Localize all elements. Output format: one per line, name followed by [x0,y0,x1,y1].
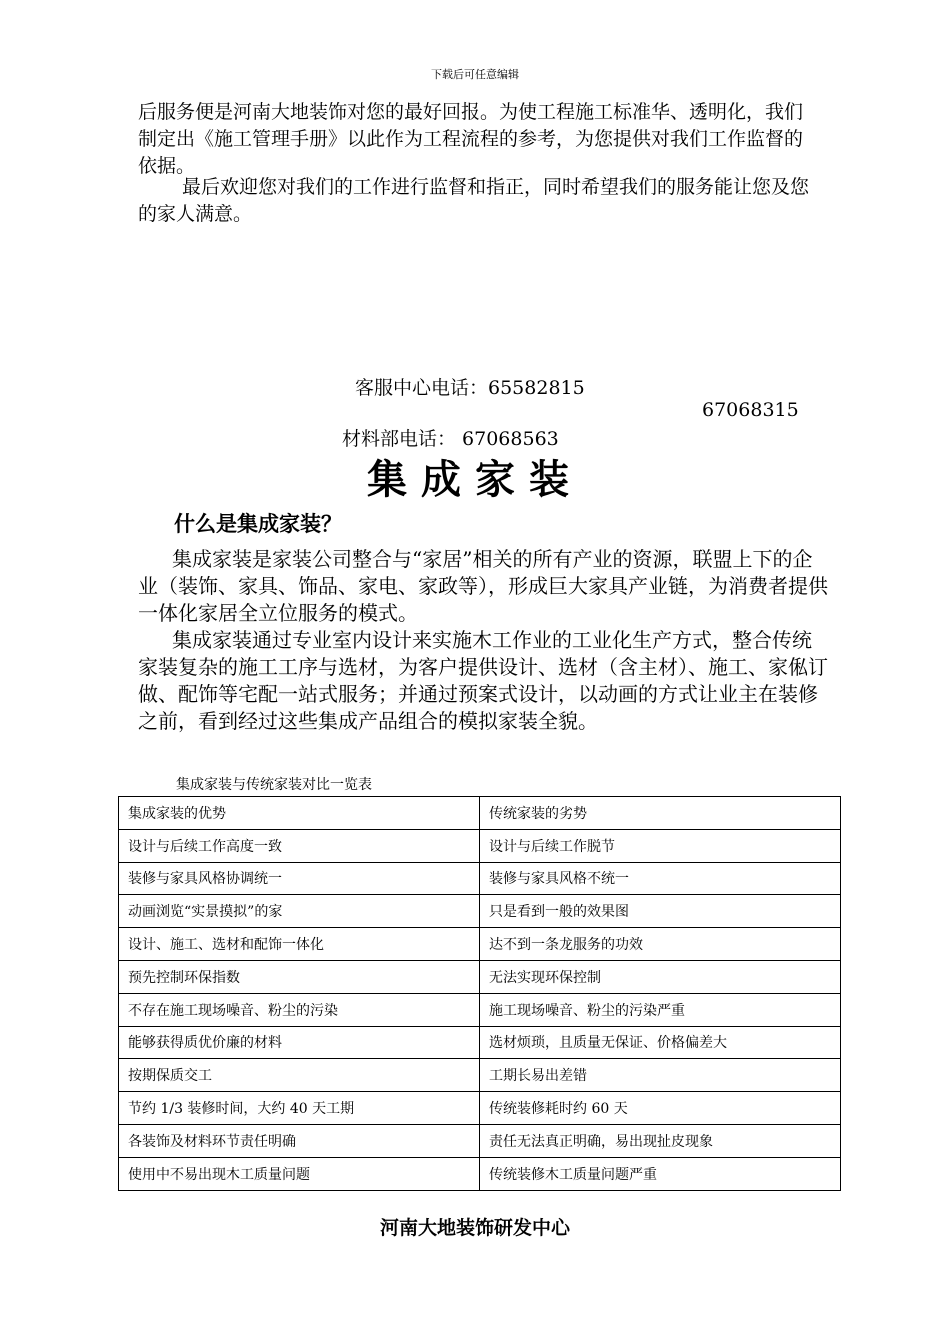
table-cell: 不存在施工现场噪音、粉尘的污染 [119,993,480,1026]
table-row [119,1092,841,1125]
table-row [119,993,841,1026]
table-cell: 传统装修耗时约 60 天 [480,1092,841,1125]
page-title: 集成家装 [367,456,583,503]
body-paragraph-2: 集成家装通过专业室内设计来实施木工作业的工业化生产方式，整合传统家装复杂的施工工序与选材，为客户提供设计、选材（含主材）、施工、家俬订做、配饰等宅配一站式服务；并通过预案式设计，以动画的方式让业主在装修之前，看到经过这些集成产品组合的模拟家装全貌。 [138,628,828,733]
table-row [119,1026,841,1059]
table-cell: 选材烦琐，且质量无保证、价格偏差大 [480,1026,841,1059]
table-cell: 设计与后续工作高度一致 [119,829,480,862]
table-cell: 设计与后续工作脱节 [480,829,841,862]
table-cell: 节约 1/3 装修时间，大约 40 天工期 [119,1092,480,1125]
intro-paragraph-2: 最后欢迎您对我们的工作进行监督和指正，同时希望我们的服务能让您及您的家人满意。 [138,176,810,225]
footer-signature: 河南大地装饰研发中心 [379,1217,570,1239]
table-cell: 设计、施工、选材和配饰一体化 [119,928,480,961]
table-cell: 施工现场噪音、粉尘的污染严重 [480,993,841,1026]
table-cell: 装修与家具风格不统一 [480,862,841,895]
table-row [119,1059,841,1092]
table-cell: 工期长易出差错 [480,1059,841,1092]
header-note: 下载后可任意编辑 [431,68,519,81]
table-row [119,797,841,830]
table-cell: 只是看到一般的效果图 [480,895,841,928]
table-cell: 动画浏览“实景摸拟”的家 [119,895,480,928]
table-caption: 集成家装与传统家装对比一览表 [176,777,372,793]
comparison-table [118,796,841,1191]
table-row [119,960,841,993]
table-cell: 各装饰及材料环节责任明确 [119,1124,480,1157]
material-phone: 材料部电话： 67068563 [342,428,559,450]
service-phone-2: 67068315 [702,399,799,421]
body-paragraph-1: 集成家装是家装公司整合与“家居”相关的所有产业的资源，联盟上下的企业（装饰、家具、饰品、家电、家政等），形成巨大家具产业链，为消费者提供一体化家居全立位服务的模式。 [138,547,828,625]
table-row [119,1124,841,1157]
table-row [119,895,841,928]
table-cell: 预先控制环保指数 [119,960,480,993]
table-cell: 使用中不易出现木工质量问题 [119,1157,480,1190]
table-cell: 传统装修木工质量问题严重 [480,1157,841,1190]
table-cell: 装修与家具风格协调统一 [119,862,480,895]
table-row [119,862,841,895]
service-phone: 客服中心电话：65582815 [355,377,585,399]
section-heading: 什么是集成家装？ [174,511,342,536]
table-cell: 按期保质交工 [119,1059,480,1092]
table-cell: 能够获得质优价廉的材料 [119,1026,480,1059]
body-text [138,546,828,735]
table-row [119,1157,841,1190]
intro-paragraph-1: 后服务便是河南大地装饰对您的最好回报。为使工程施工标准华、透明化，我们制定出《施工管理手册》以此作为工程流程的参考，为您提供对我们工作监督的依据。 [138,101,804,177]
table-cell: 无法实现环保控制 [480,960,841,993]
table-cell: 达不到一条龙服务的功效 [480,928,841,961]
table-cell: 集成家装的优势 [119,797,480,830]
table-cell: 传统家装的劣势 [480,797,841,830]
table-row [119,928,841,961]
table-row [119,829,841,862]
table-cell: 责任无法真正明确，易出现扯皮现象 [480,1124,841,1157]
